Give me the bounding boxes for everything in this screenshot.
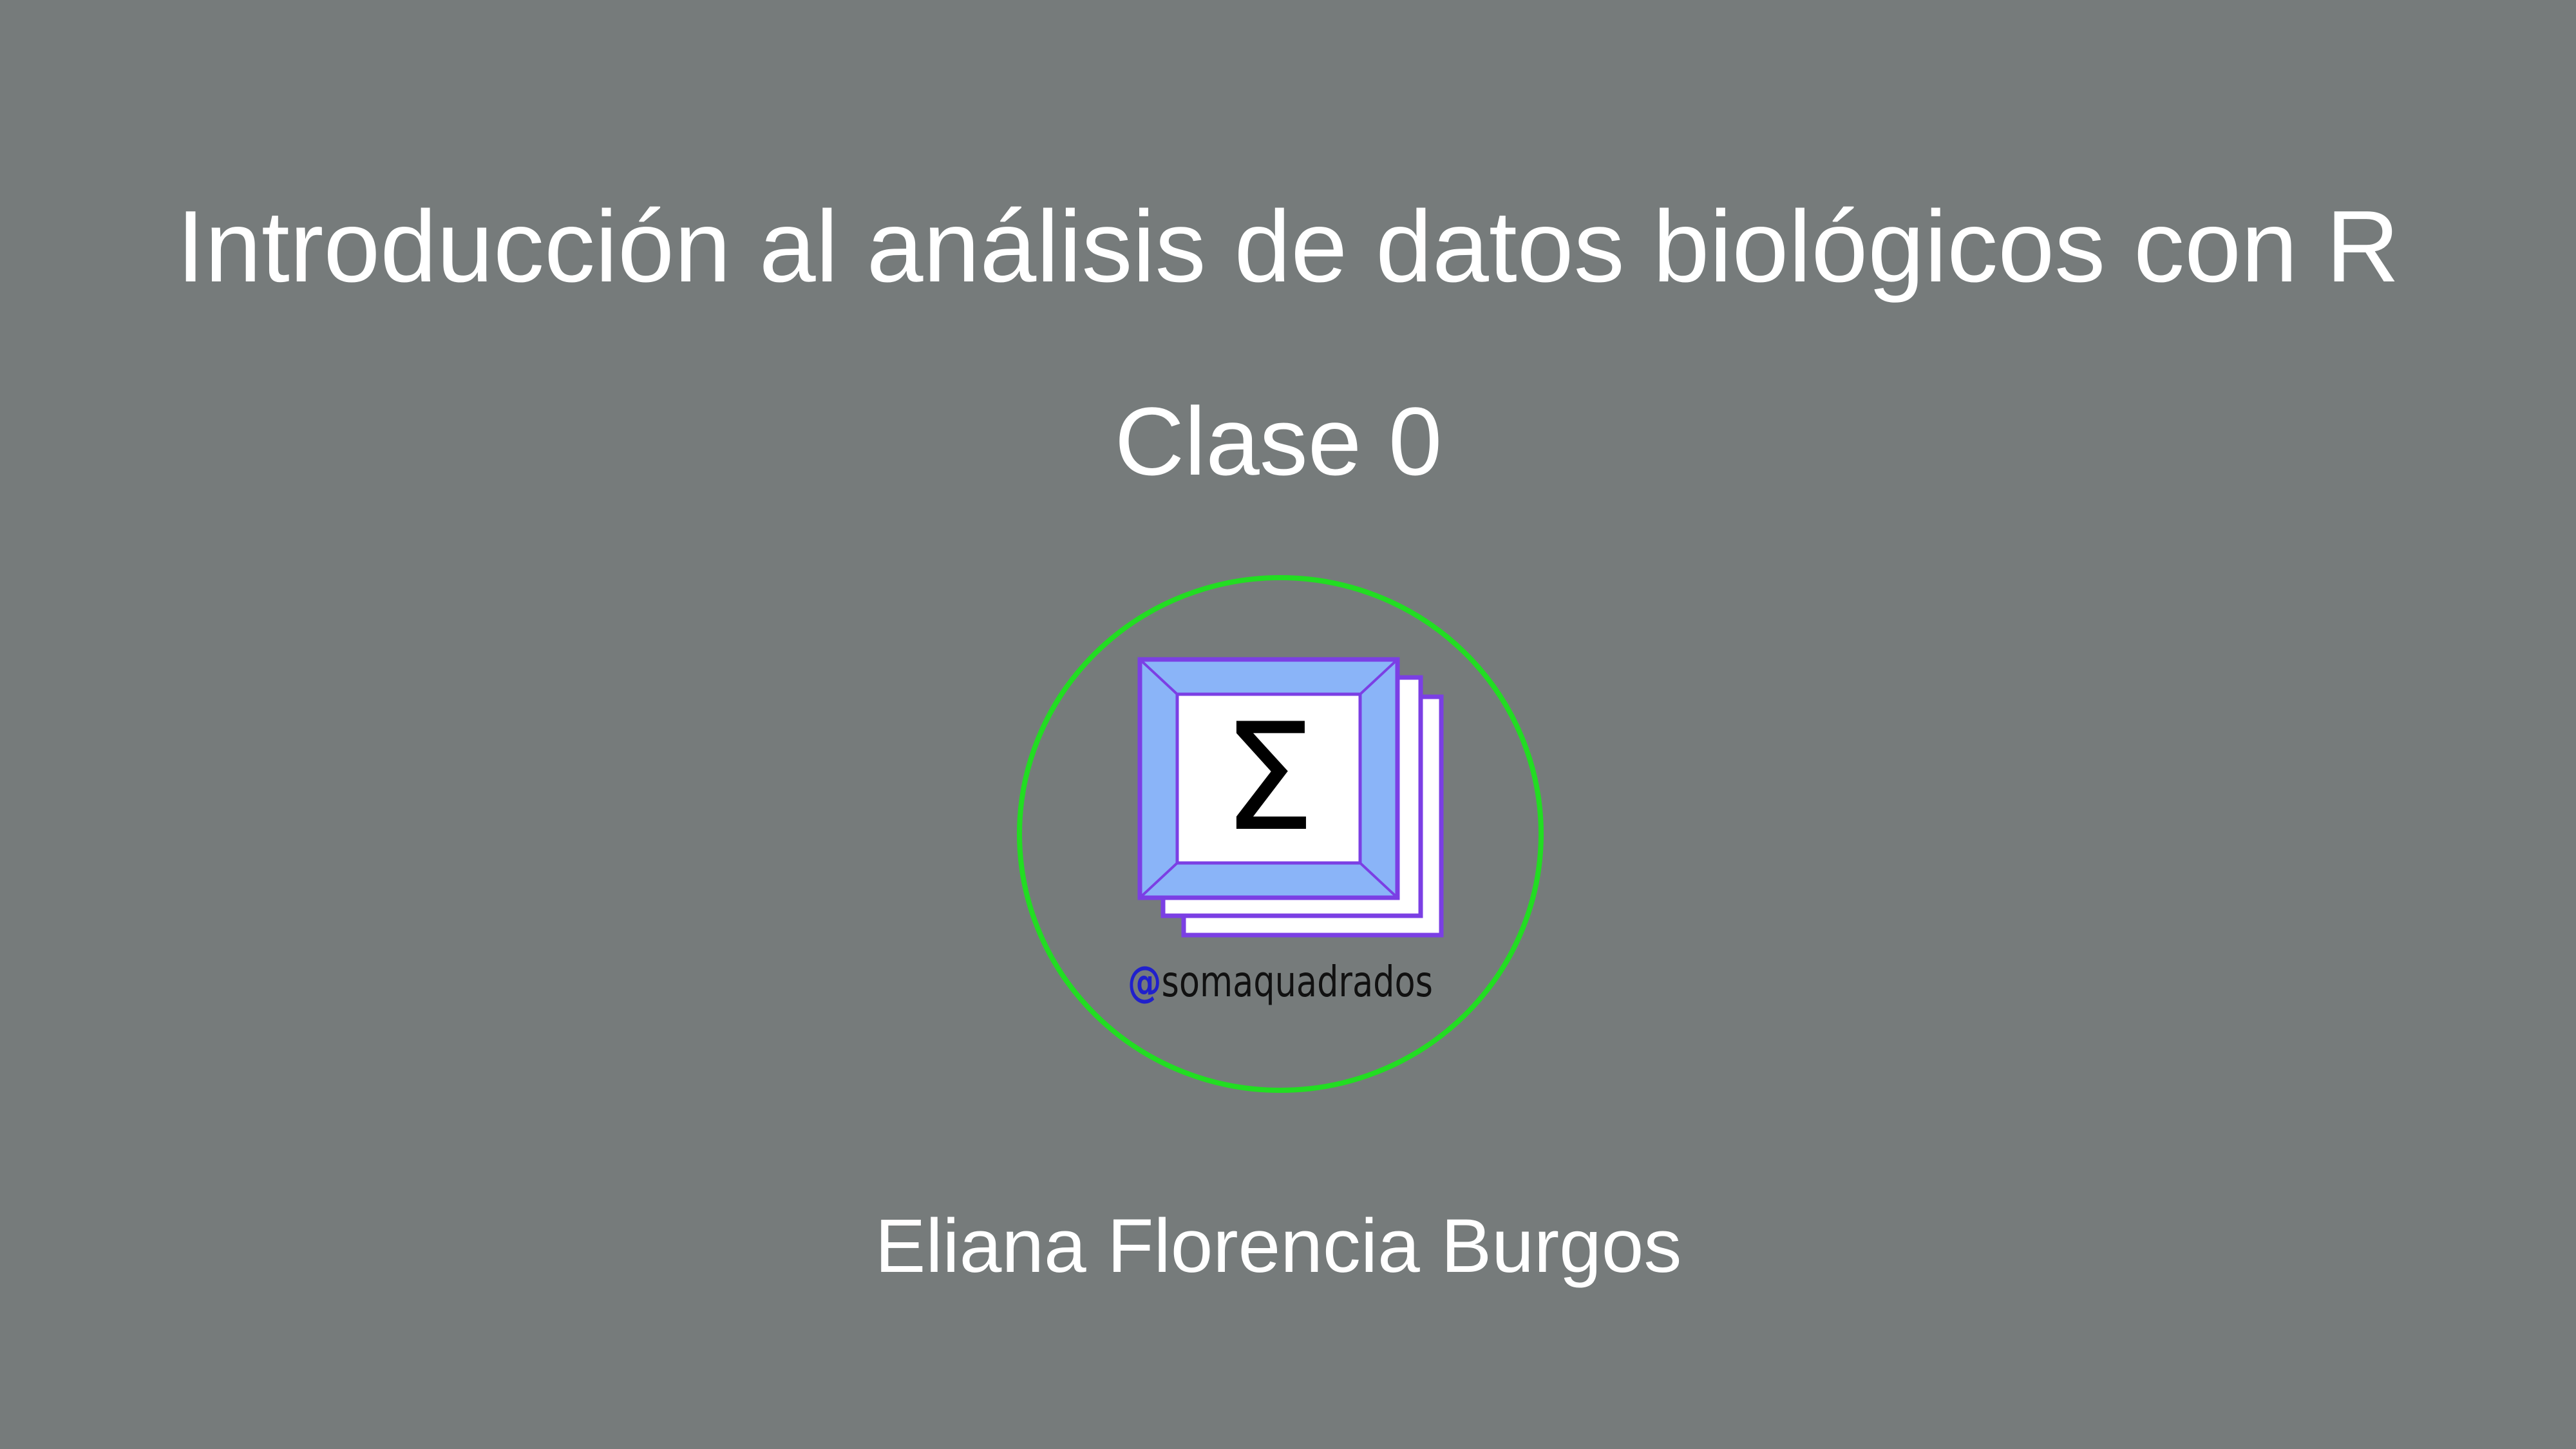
somaquadrados-logo [1016,574,1544,1096]
handle-at: @ [1128,957,1166,1007]
author-name: Eliana Florencia Burgos [875,1204,1682,1289]
sigma-symbol: Σ [1222,692,1316,864]
slide-subtitle: Clase 0 [1114,387,1443,495]
slide-title: Introducción al análisis de datos biológicos con R [176,190,2400,303]
handle-name: somaquadrados [1161,957,1469,1007]
logo-handle [1128,957,1469,1007]
logo-graphic [1016,574,1544,1096]
